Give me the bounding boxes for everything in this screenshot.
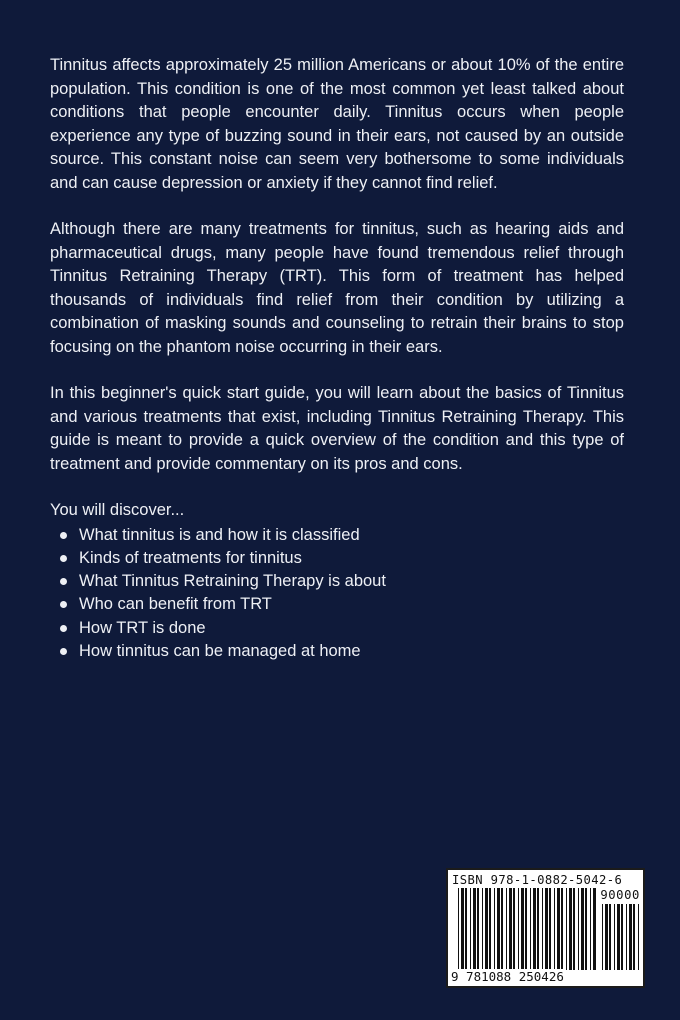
bullet-dot-icon [60, 625, 67, 632]
barcode-bar [525, 888, 527, 970]
barcode-bar [513, 888, 515, 970]
barcode-bar [509, 888, 512, 970]
bullet-dot-icon [60, 578, 67, 585]
bullet-dot-icon [60, 601, 67, 608]
barcode-bar [521, 888, 524, 970]
barcode-bar [506, 888, 507, 970]
price-code: 90000 [600, 888, 640, 902]
barcode-bar [621, 904, 623, 970]
paragraph-guide: In this beginner's quick start guide, you will learn about the basics of Tinnitus and various treatments that exist, including Tinnitus Retraining Therapy. This guide is meant to provide a quick overview of the condition and this type of treatment and provide commentary on its pros and cons. [50, 384, 624, 473]
barcode-bar [482, 888, 483, 970]
barcode-bar [573, 888, 575, 970]
barcode-bar [638, 904, 639, 970]
barcode-bar [578, 888, 579, 970]
barcode-bar [602, 904, 603, 970]
list-item-text: What Tinnitus Retraining Therapy is about [79, 572, 386, 591]
paragraph-treatments: Although there are many treatments for tinnitus, such as hearing aids and pharmaceutical drugs, many people have found tremendous relief through Tinnitus Retraining Therapy (TRT). This form of treatment has helped thousands of individuals find relief from their condition by utilizing a combination of masking sounds and counseling to retrain their brains to stop focusing on the phantom noise occurring in their ears. [50, 220, 624, 356]
list-item [60, 617, 624, 640]
barcode-bar [458, 888, 459, 970]
list-item-text: What tinnitus is and how it is classified [79, 525, 360, 544]
barcode-bar [461, 888, 464, 970]
barcode-bar [566, 888, 567, 970]
barcode-bar [497, 888, 500, 970]
barcode-bar [609, 904, 611, 970]
barcode-bar [530, 888, 531, 970]
list-item [60, 547, 624, 570]
barcode-bar [614, 904, 615, 970]
bullet-dot-icon [60, 532, 67, 539]
list-item [60, 640, 624, 663]
barcode-bar [545, 888, 548, 970]
barcode-bar [473, 888, 476, 970]
list-item-text: How tinnitus can be managed at home [79, 641, 361, 660]
list-item [60, 593, 624, 616]
barcode-bar [477, 888, 479, 970]
barcode-bar [501, 888, 503, 970]
paragraph-intro: Tinnitus affects approximately 25 million Americans or about 10% of the entire population. This condition is one of the most common yet least talked about conditions that people encounter daily. Tinnitus occurs when people experience any type of buzzing sound in their ears, not caused by an outside source. This constant noise can seem very bothersome to some individuals and can cause depression or anxiety if they cannot find relief. [50, 56, 624, 192]
barcode-bar [590, 888, 591, 970]
isbn-barcode [446, 868, 645, 988]
list-item [60, 570, 624, 593]
barcode-bar [542, 888, 543, 970]
ean-digits: 9 781088 250426 [451, 969, 564, 984]
list-item-text: How TRT is done [79, 618, 206, 637]
barcode-bar [605, 904, 608, 970]
barcode-bar [537, 888, 539, 970]
discover-list [50, 524, 624, 664]
barcode-bar [561, 888, 563, 970]
bullet-dot-icon [60, 648, 67, 655]
barcode-bar [470, 888, 471, 970]
barcode-bar [494, 888, 495, 970]
bullet-dot-icon [60, 555, 67, 562]
barcode-bar [593, 888, 596, 970]
barcode-bar [557, 888, 560, 970]
barcode-bar [626, 904, 627, 970]
barcode-bar [569, 888, 572, 970]
barcode-bar [629, 904, 632, 970]
barcode-bar [585, 888, 587, 970]
discover-intro: You will discover... [50, 501, 185, 519]
barcode-bar [485, 888, 488, 970]
list-item-text: Who can benefit from TRT [79, 595, 272, 614]
barcode-bar [554, 888, 555, 970]
barcode-bar [518, 888, 519, 970]
barcode-bar [465, 888, 467, 970]
back-cover-text [50, 54, 624, 663]
barcode-bar [581, 888, 584, 970]
barcode-bar [549, 888, 551, 970]
barcode-bar [617, 904, 620, 970]
barcode-bar [489, 888, 491, 970]
list-item [60, 524, 624, 547]
isbn-label: ISBN 978-1-0882-5042-6 [452, 873, 623, 887]
barcode-bar [633, 904, 635, 970]
barcode-bar [533, 888, 536, 970]
list-item-text: Kinds of treatments for tinnitus [79, 548, 302, 567]
